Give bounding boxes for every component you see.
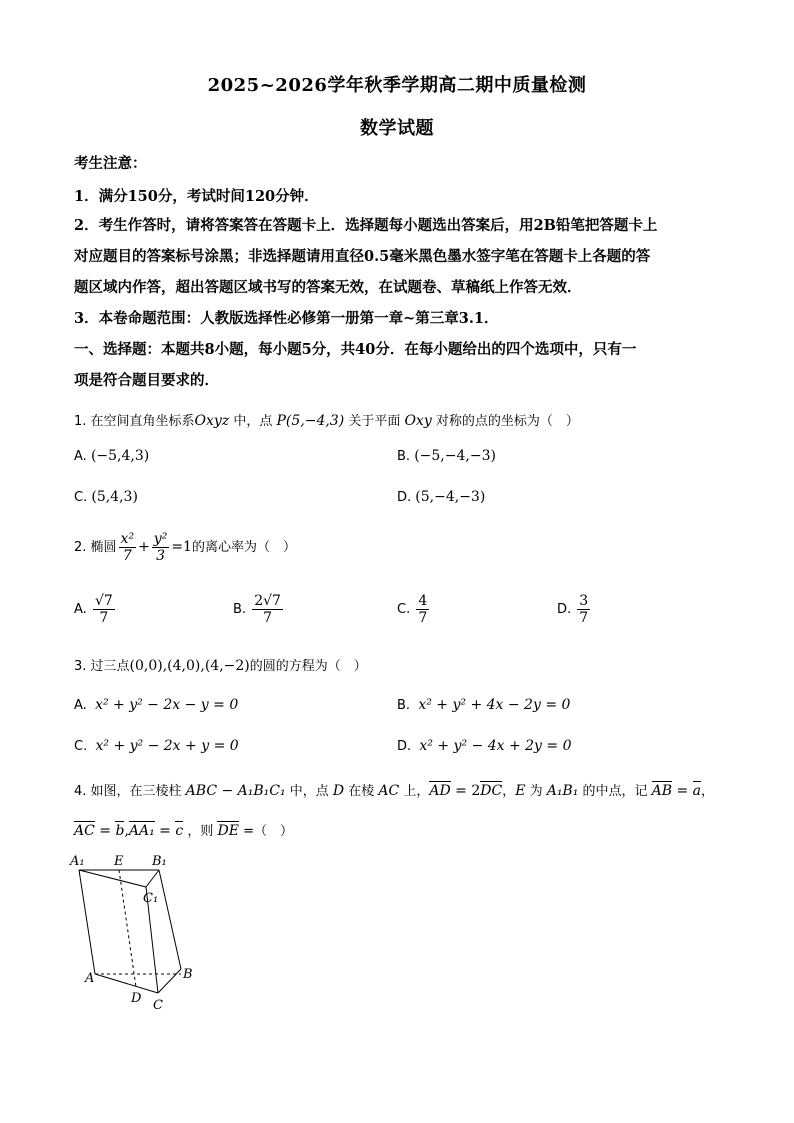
label-b1: B₁ — [152, 854, 167, 869]
q1-text: 中，点 — [229, 414, 277, 429]
q1-option-a: A. (−5,4,3) — [74, 448, 150, 464]
q2-plus: + — [138, 539, 150, 555]
question-3-stem — [74, 655, 734, 674]
label-a1: A₁ — [70, 854, 85, 869]
q1-option-b: B. (−5,−4,−3) — [397, 448, 496, 464]
q2-fraction-y: $\frac{\text{y²}}{3}$ — [153, 531, 168, 564]
q2-text: 的离心率为（ ） — [191, 540, 296, 555]
notice-heading: 考生注意： — [74, 155, 147, 172]
section-1-heading-line-1: 一、选择题：本题共8小题，每小题5分，共40分．在每小题给出的四个选项中，只有一 — [74, 341, 637, 358]
q1-plane: Oxy — [404, 413, 432, 429]
q3-option-b: B. x² + y² + 4x − 2y = 0 — [397, 697, 571, 713]
q2-option-a: A. $\frac{√7}{7}$ — [74, 593, 113, 626]
q2-equals: =1 — [171, 539, 192, 555]
q2-fraction-x: $\frac{\text{x²}}{7}$ — [120, 531, 135, 564]
q3-text: 3. 过三点 — [74, 659, 130, 674]
q1-coordinate-system: Oxyz — [194, 413, 230, 429]
prism-figure — [66, 850, 206, 1020]
label-a: A — [85, 971, 95, 986]
q3-option-d: D. x² + y² − 4x + 2y = 0 — [397, 738, 572, 754]
edge-aa1 — [79, 870, 95, 974]
question-4-stem-line-2: AC = b,AA₁ = c ，则 DE =（ ） — [74, 823, 293, 839]
edge-b1c1 — [146, 870, 159, 887]
q1-point: P(5,−4,3) — [276, 413, 345, 429]
notice-item-3: 3．本卷命题范围：人教版选择性必修第一册第一章~第三章3.1． — [74, 310, 499, 327]
notice-item-2-line-1: 2．考生作答时，请将答案答在答题卡上．选择题每小题选出答案后，用2B铅笔把答题卡上 — [74, 217, 658, 234]
notice-item-1: 1．满分150分，考试时间120分钟． — [74, 188, 319, 205]
q2-text: 2. 椭圆 — [74, 540, 117, 555]
notice-item-2-line-3: 题区域内作答，超出答题区域书写的答案无效，在试题卷、草稿纸上作答无效． — [74, 279, 582, 296]
q3-text: 的圆的方程为（ ） — [249, 659, 367, 674]
exam-subtitle: 数学试题 — [360, 118, 434, 139]
edge-bb1 — [159, 870, 181, 969]
q2-option-c: C. $\frac{4}{7}$ — [397, 593, 428, 626]
section-1-heading-line-2: 项是符合题目要求的． — [74, 372, 219, 389]
q3-option-a: A. x² + y² − 2x − y = 0 — [74, 697, 239, 713]
label-c1: C₁ — [143, 891, 159, 906]
label-c: C — [153, 998, 163, 1013]
q1-option-c: C. (5,4,3) — [74, 489, 138, 505]
q3-points: (0,0),(4,0),(4,−2) — [129, 658, 250, 674]
label-b: B — [183, 967, 193, 982]
q1-option-d: D. (5,−4,−3) — [397, 489, 486, 505]
label-e: E — [114, 854, 124, 869]
notice-item-2-line-2: 对应题目的答案标号涂黑；非选择题请用直径0.5毫米黑色墨水签字笔在答题卡上各题的答 — [74, 248, 651, 265]
edge-bc — [158, 969, 181, 993]
label-d: D — [131, 991, 142, 1006]
edge-ac — [95, 974, 158, 993]
q1-text: 关于平面 — [344, 414, 405, 429]
q2-option-b: B. $\frac{2√7}{7}$ — [233, 593, 281, 626]
edge-a1c1 — [79, 870, 146, 887]
question-4-stem-line-1: 4. 如图，在三棱柱 ABC − A₁B₁C₁ 中，点 D 在棱 AC 上，AD = 2DC，E 为 A₁B₁ 的中点，记 AB = a， — [74, 783, 715, 799]
q1-text: 1. 在空间直角坐标系 — [74, 414, 195, 429]
exam-title: 2025~2026学年秋季学期高二期中质量检测 — [207, 75, 587, 96]
question-2-stem — [74, 531, 734, 564]
q3-option-c: C. x² + y² − 2x + y = 0 — [74, 738, 239, 754]
q2-option-d: D. $\frac{3}{7}$ — [557, 593, 589, 626]
question-1-stem — [74, 410, 734, 429]
segment-de-hidden — [119, 870, 136, 987]
q1-text: 对称的点的坐标为（ ） — [431, 414, 579, 429]
